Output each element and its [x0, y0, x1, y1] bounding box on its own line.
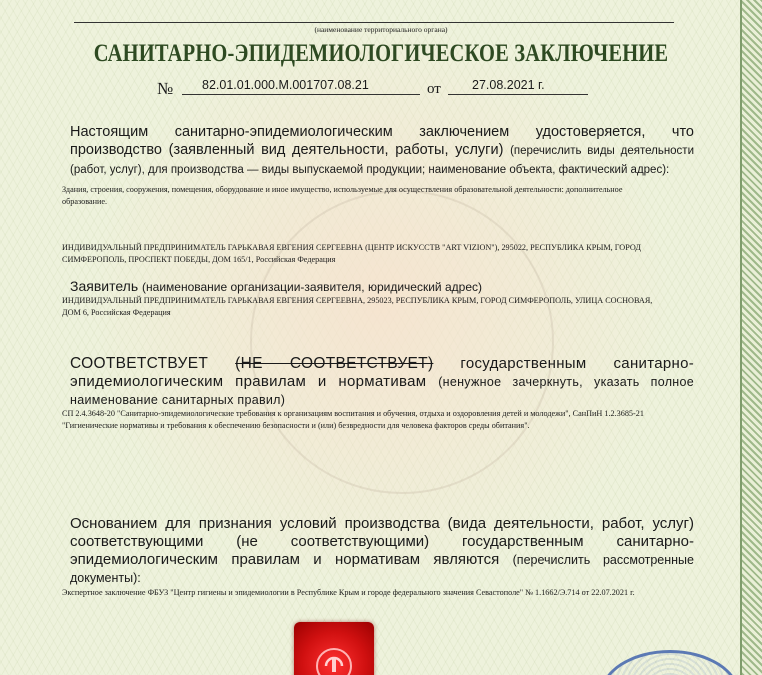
basis-note: (перечислить рассмотренные документы): [70, 553, 694, 585]
conformity-paragraph [70, 355, 694, 409]
applicant-label: Заявитель [70, 278, 139, 294]
certificate-number: 82.01.01.000.М.001707.08.21 [202, 78, 369, 92]
certificate-date: 27.08.2021 г. [472, 78, 545, 92]
applicant-value: ИНДИВИДУАЛЬНЫЙ ПРЕДПРИНИМАТЕЛЬ ГАРЬКАВАЯ ЕВГЕНИЯ СЕРГЕЕВНА, 295023, РЕСПУБЛИКА КРЫМ, ГОРОД СИМФЕРОПОЛЬ, УЛИЦА СОСНОВАЯ, ДОМ 6, Российская Федерация [62, 296, 653, 317]
basis-documents: Экспертное заключение ФБУЗ "Центр гигиены и эпидемиологии в Республике Крым и городе федерального значения Севастополе" № 1.1662/Э.714 от 22.07.2021 г. [62, 588, 635, 597]
conformity-text: государственным санитарно-эпидемиологическим правилам и нормативам [70, 355, 695, 390]
emblem-watermark [250, 190, 554, 494]
conformity-note: (ненужное зачеркнуть, указать полное наименование санитарных правил) [70, 375, 695, 407]
guilloche-border [742, 0, 762, 675]
blue-stamp [600, 650, 740, 675]
authority-caption: (наименование территориального органа) [314, 25, 448, 34]
basis-text: Основанием для признания условий производства (вида деятельности, работ, услуг) соответствующими (не соответствующими) государственным санитарно-эпидемиологическим правилам и нормативам являются [70, 515, 694, 568]
sanitary-rules: СП 2.4.3648-20 "Санитарно-эпидемиологические требования к организациям воспитания и обучения, отдыха и оздоровления детей и молодежи", СанПиН 1.2.3685-21 "Гигиенические нормативы и требования к обеспечению безопасности и (или) безвредности для человека факторов среды обитания". [62, 409, 644, 430]
complies-text: СООТВЕТСТВУЕТ [70, 355, 209, 372]
intro-text: Настоящим санитарно-эпидемиологическим заключением удостоверяется, что производство (заявленный вид деятельности, работы, услуги) [70, 124, 694, 158]
object-address: ИНДИВИДУАЛЬНЫЙ ПРЕДПРИНИМАТЕЛЬ ГАРЬКАВАЯ ЕВГЕНИЯ СЕРГЕЕВНА (ЦЕНТР ИСКУССТВ "ART VIZION"), 295022, РЕСПУБЛИКА КРЫМ, ГОРОД СИМФЕРОПОЛЬ, ПРОСПЕКТ ПОБЕДЫ, ДОМ 165/1, Российская Федерация [62, 243, 641, 264]
hologram-seal [294, 622, 374, 675]
date-label: от [427, 81, 441, 97]
intro-note: (перечислить виды деятельности (работ, услуг), для производства — виды выпускаемой продукции; наименование объекта, фактический адрес): [70, 145, 695, 176]
applicant-heading [70, 278, 482, 294]
not-complies-text: (НЕ СООТВЕТСТВУЕТ) [235, 355, 434, 372]
authority-line [74, 22, 674, 23]
number-label: № [157, 79, 174, 98]
document-title: САНИТАРНО-ЭПИДЕМИОЛОГИЧЕСКОЕ ЗАКЛЮЧЕНИЕ [93, 40, 669, 67]
date-line [448, 94, 588, 95]
number-line [182, 94, 420, 95]
seal-emblem-icon [312, 644, 356, 675]
basis-paragraph [70, 515, 694, 587]
activity-description: Здания, строения, сооружения, помещения, оборудование и иное имущество, используемые для осуществления образовательной деятельности: дополнительное образование. [62, 185, 623, 206]
applicant-note: (наименование организации-заявителя, юридический адрес) [142, 280, 482, 294]
intro-paragraph [70, 123, 694, 179]
